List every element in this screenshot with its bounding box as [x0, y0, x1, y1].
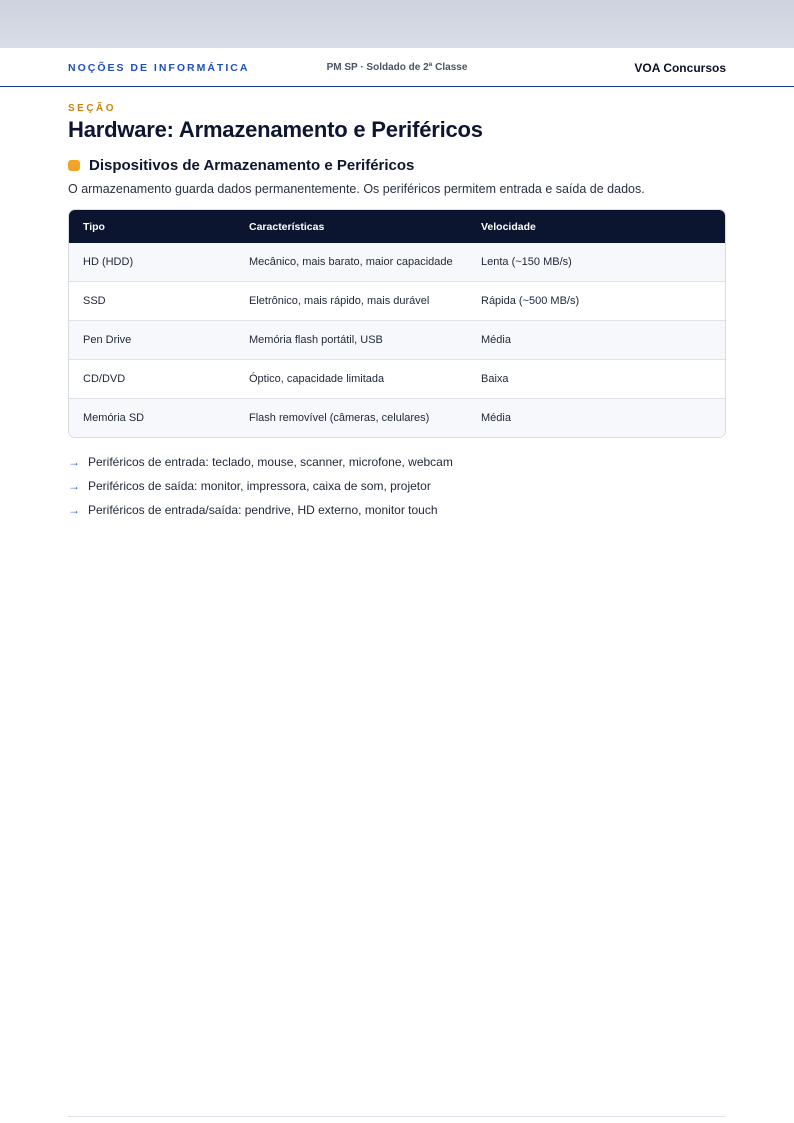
arrow-right-icon: → [68, 455, 80, 469]
main-content [68, 103, 726, 522]
list-item [68, 498, 726, 522]
brand-label: VOA Concursos [634, 61, 726, 75]
storage-table [68, 209, 726, 438]
page-title: Hardware: Armazenamento e Periféricos [68, 117, 483, 142]
section-eyebrow: SEÇÃO [68, 103, 117, 114]
table-row [69, 243, 725, 282]
column-header-tipo: Tipo [69, 210, 235, 243]
arrow-right-icon: → [68, 479, 80, 493]
cell-caracteristicas: Mecânico, mais barato, maior capacidade [235, 243, 467, 282]
cell-velocidade: Média [467, 321, 725, 360]
table-row [69, 321, 725, 360]
table-row [69, 399, 725, 438]
table-row [69, 360, 725, 399]
subject-label: NOÇÕES DE INFORMÁTICA [68, 62, 250, 74]
exam-label: PM SP · Soldado de 2ª Classe [326, 62, 468, 73]
arrow-right-icon: → [68, 503, 80, 517]
cell-caracteristicas: Memória flash portátil, USB [235, 321, 467, 360]
list-item [68, 474, 726, 498]
subheading-text: Dispositivos de Armazenamento e Periféricos [89, 157, 415, 174]
square-marker-icon [68, 160, 80, 171]
peripherals-list [68, 450, 726, 522]
list-item-text: Periféricos de saída: monitor, impressora, caixa de som, projetor [88, 479, 431, 493]
cell-velocidade: Lenta (~150 MB/s) [467, 243, 725, 282]
cell-caracteristicas: Flash removível (câmeras, celulares) [235, 399, 467, 438]
cell-tipo: Memória SD [69, 399, 235, 438]
cell-velocidade: Baixa [467, 360, 725, 399]
cell-caracteristicas: Óptico, capacidade limitada [235, 360, 467, 399]
table-row [69, 282, 725, 321]
cell-tipo: HD (HDD) [69, 243, 235, 282]
cell-tipo: Pen Drive [69, 321, 235, 360]
list-item-text: Periféricos de entrada/saída: pendrive, HD externo, monitor touch [88, 503, 438, 517]
cell-caracteristicas: Eletrônico, mais rápido, mais durável [235, 282, 467, 321]
list-item [68, 450, 726, 474]
footer-divider [68, 1116, 726, 1117]
cell-velocidade: Média [467, 399, 725, 438]
page-header [0, 48, 794, 87]
top-band [0, 0, 794, 48]
cell-tipo: SSD [69, 282, 235, 321]
cell-velocidade: Rápida (~500 MB/s) [467, 282, 725, 321]
lead-paragraph: O armazenamento guarda dados permanentemente. Os periféricos permitem entrada e saída de dados. [68, 182, 645, 196]
table-header-row [69, 210, 725, 243]
cell-tipo: CD/DVD [69, 360, 235, 399]
list-item-text: Periféricos de entrada: teclado, mouse, scanner, microfone, webcam [88, 455, 453, 469]
column-header-velocidade: Velocidade [467, 210, 725, 243]
subheading [68, 157, 726, 174]
column-header-caracteristicas: Características [235, 210, 467, 243]
